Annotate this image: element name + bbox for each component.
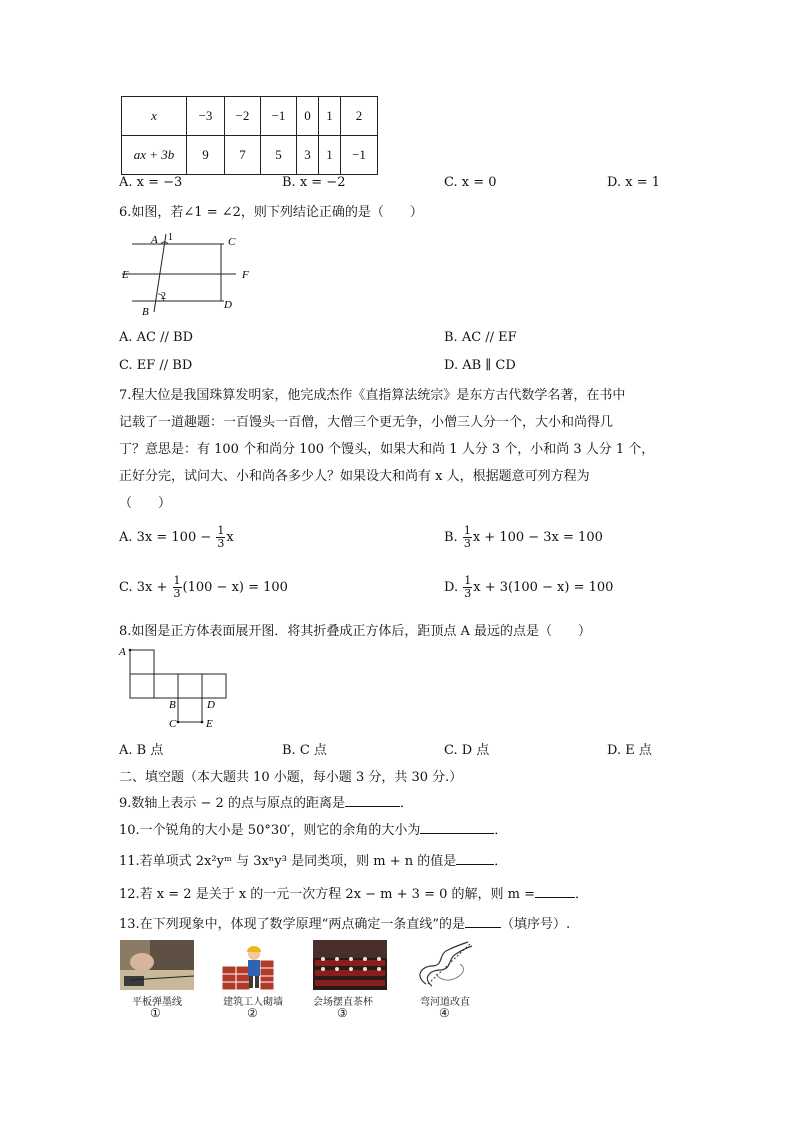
answer-blank[interactable] bbox=[345, 794, 400, 807]
q9 bbox=[119, 792, 413, 811]
frac-num: 1 bbox=[464, 574, 472, 587]
q7-line-1: 7.程大位是我国珠算发明家，他完成杰作《直指算法统宗》是东方古代数学名著，在书中 bbox=[119, 388, 626, 403]
table-cell: 5 bbox=[261, 136, 297, 175]
net-label-b: B bbox=[169, 699, 176, 711]
table-cell: −2 bbox=[225, 97, 261, 136]
label-a: A bbox=[151, 234, 158, 246]
answer-blank[interactable] bbox=[456, 852, 494, 865]
q7-line-2: 记载了一道趣题：一百馒头一百僧，大僧三个更无争，小僧三人分一个，大小和尚得几 bbox=[119, 415, 614, 430]
net-face bbox=[130, 650, 154, 674]
period: ． bbox=[399, 796, 413, 811]
q6-option-c: C. EF // BD bbox=[119, 358, 193, 373]
q7-option-d-pre: D. bbox=[444, 580, 459, 595]
q5-option-b: B. x = −2 bbox=[282, 175, 346, 190]
table-cell: 0 bbox=[297, 97, 319, 136]
table-cell: 3 bbox=[297, 136, 319, 175]
net-face bbox=[178, 698, 202, 722]
period: ． bbox=[575, 887, 589, 902]
sketch-river-straightening bbox=[408, 940, 482, 990]
photo-tea-cups bbox=[313, 940, 387, 990]
table-cell: 1 bbox=[319, 97, 341, 136]
table-cell: −1 bbox=[261, 97, 297, 136]
net-face bbox=[154, 674, 178, 698]
table-row bbox=[122, 97, 378, 136]
q5-option-c: C. x = 0 bbox=[444, 175, 497, 190]
table-row-label: ax + 3b bbox=[122, 136, 187, 175]
q8-option-a: A. B 点 bbox=[119, 743, 164, 758]
frac-den: 3 bbox=[217, 537, 225, 550]
period: ． bbox=[494, 854, 508, 869]
q12-text: 12.若 x = 2 是关于 x 的一元一次方程 2x − m + 3 = 0 的解，则 m = bbox=[119, 887, 535, 902]
table-cell: 2 bbox=[341, 97, 378, 136]
frac-num: 1 bbox=[217, 524, 225, 537]
answer-blank[interactable] bbox=[535, 885, 575, 898]
q13-post: （填序号）. bbox=[500, 917, 571, 932]
photo-chalk-line bbox=[120, 940, 194, 990]
q6-stem: 6.如图，若∠1 = ∠2，则下列结论正确的是（ ） bbox=[119, 205, 423, 220]
net-label-c: C bbox=[169, 718, 177, 730]
q10-text: 10.一个锐角的大小是 50°30′，则它的余角的大小为 bbox=[119, 823, 421, 838]
label-2: 2 bbox=[161, 291, 166, 302]
q10 bbox=[119, 819, 507, 838]
number-4: ④ bbox=[439, 1006, 450, 1020]
caption-4: 弯河道改直 bbox=[420, 997, 470, 1008]
q6-figure bbox=[118, 228, 258, 318]
q7-option-c-post: (100 − x) = 100 bbox=[182, 580, 288, 595]
vertex-a-dot bbox=[129, 649, 132, 652]
q7-option-a-pre: A. 3x = 100 − bbox=[119, 530, 212, 545]
q7-option-a bbox=[119, 525, 234, 550]
q7-line-5: （ ） bbox=[119, 496, 172, 511]
q8-stem: 8.如图是正方体表面展开图．将其折叠成正方体后，距顶点 A 最远的点是（ ） bbox=[119, 624, 592, 639]
label-f: F bbox=[242, 269, 249, 281]
table-cell: 9 bbox=[187, 136, 225, 175]
number-3: ③ bbox=[337, 1006, 348, 1020]
caption-3: 会场摆直茶杯 bbox=[313, 997, 373, 1008]
label-e: E bbox=[122, 269, 129, 281]
value-table bbox=[121, 96, 378, 175]
answer-blank[interactable] bbox=[420, 821, 494, 834]
table-cell: 7 bbox=[225, 136, 261, 175]
table-cell: 1 bbox=[319, 136, 341, 175]
q7-option-b-post: x + 100 − 3x = 100 bbox=[472, 530, 603, 545]
q7-option-c bbox=[119, 575, 288, 600]
answer-blank[interactable] bbox=[465, 915, 501, 928]
q7-option-b-pre: B. bbox=[444, 530, 458, 545]
q7-option-a-post: x bbox=[226, 530, 234, 545]
q8-option-b: B. C 点 bbox=[282, 743, 327, 758]
frac-num: 1 bbox=[173, 574, 181, 587]
label-b: B bbox=[142, 306, 149, 318]
q7-line-3: 丁？意思是：有 100 个和尚分 100 个馒头，如果大和尚 1 人分 3 个，小和尚 3 人分 1 个， bbox=[119, 442, 655, 457]
q8-cube-net bbox=[118, 644, 234, 730]
vertex-c-dot bbox=[177, 721, 180, 724]
frac-den: 3 bbox=[464, 587, 472, 600]
net-face bbox=[202, 674, 226, 698]
q11 bbox=[119, 850, 507, 869]
fraction-one-third bbox=[173, 575, 182, 600]
q11-text: 11.若单项式 2x²yᵐ 与 3xⁿy³ 是同类项，则 m + n 的值是 bbox=[119, 854, 457, 869]
table-cell: −1 bbox=[341, 136, 378, 175]
q8-option-c: C. D 点 bbox=[444, 743, 490, 758]
illustration-bricklayer bbox=[216, 940, 290, 990]
net-face bbox=[130, 674, 154, 698]
net-label-e: E bbox=[206, 718, 213, 730]
number-2: ② bbox=[247, 1006, 258, 1020]
table-row bbox=[122, 136, 378, 175]
label-d: D bbox=[224, 299, 232, 311]
frac-den: 3 bbox=[173, 587, 181, 600]
vertex-e-dot bbox=[201, 721, 204, 724]
q6-option-d: D. AB ∥ CD bbox=[444, 358, 516, 373]
period: ． bbox=[494, 823, 508, 838]
q7-option-b bbox=[444, 525, 603, 550]
q7-option-c-pre: C. 3x + bbox=[119, 580, 168, 595]
caption-2: 建筑工人砌墙 bbox=[223, 997, 283, 1008]
table-cell: −3 bbox=[187, 97, 225, 136]
q6-option-b: B. AC // EF bbox=[444, 330, 517, 345]
q7-option-d bbox=[444, 575, 613, 600]
fraction-one-third bbox=[463, 525, 472, 550]
q5-option-a: A. x = −3 bbox=[119, 175, 183, 190]
q12 bbox=[119, 883, 588, 902]
q5-option-d: D. x = 1 bbox=[607, 175, 660, 190]
fraction-one-third bbox=[463, 575, 472, 600]
label-c: C bbox=[228, 236, 236, 248]
q13-text: 13.在下列现象中，体现了数学原理“两点确定一条直线”的是 bbox=[119, 917, 465, 932]
q8-option-d: D. E 点 bbox=[607, 743, 652, 758]
q13 bbox=[119, 913, 570, 932]
frac-den: 3 bbox=[463, 537, 471, 550]
q9-text: 9.数轴上表示 − 2 的点与原点的距离是 bbox=[119, 796, 345, 811]
section-2-heading: 二、填空题（本大题共 10 小题，每小题 3 分，共 30 分.） bbox=[119, 770, 463, 785]
frac-num: 1 bbox=[463, 524, 471, 537]
q7-line-4: 正好分完，试问大、小和尚各多少人？如果设大和尚有 x 人，根据题意可列方程为 bbox=[119, 469, 590, 484]
net-label-d: D bbox=[207, 699, 215, 711]
q6-option-a: A. AC // BD bbox=[119, 330, 193, 345]
caption-1: 平板弹墨线 bbox=[132, 997, 182, 1008]
table-row-label: x bbox=[122, 97, 187, 136]
fraction-one-third bbox=[216, 525, 225, 550]
net-label-a: A bbox=[119, 646, 126, 658]
q7-option-d-post: x + 3(100 − x) = 100 bbox=[473, 580, 614, 595]
label-1: 1 bbox=[168, 232, 173, 243]
number-1: ① bbox=[150, 1006, 161, 1020]
net-face bbox=[178, 674, 202, 698]
